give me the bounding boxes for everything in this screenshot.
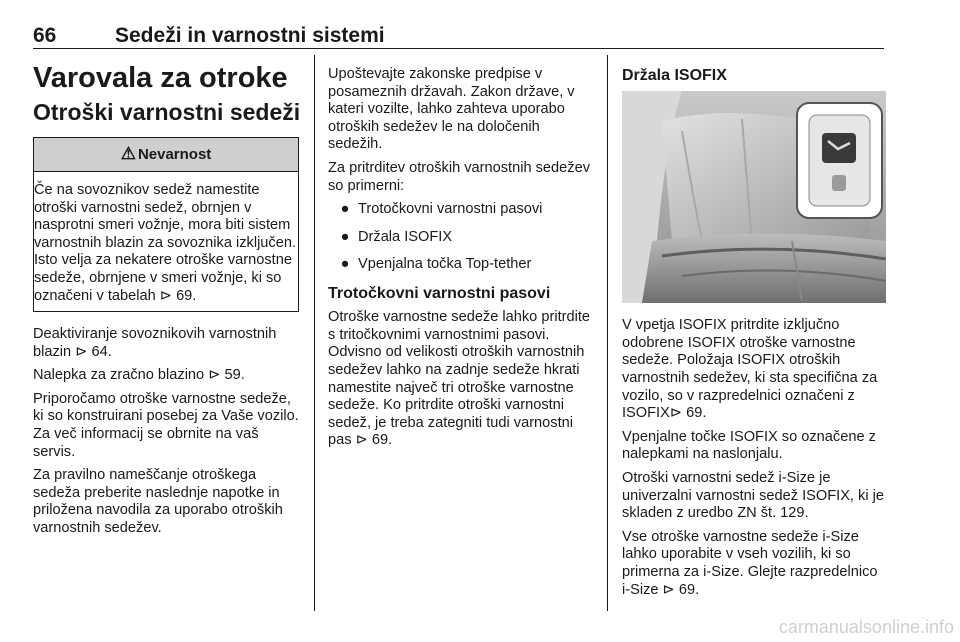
running-header — [33, 22, 884, 49]
page-reference[interactable]: 69. — [371, 432, 393, 449]
subsection-heading: Trotočkovni varnostni pasovi — [328, 284, 551, 302]
paragraph: Otroški varnostni sedež i-Size je univerzalni varnostni sedež ISOFIX, ki je skladen z uredbo ZN št. 129. — [622, 469, 884, 522]
column-divider — [314, 55, 315, 611]
arrow-reference-icon: ⊳ — [669, 405, 683, 422]
column-3 — [622, 66, 886, 605]
page-reference[interactable]: 64. — [91, 343, 112, 360]
subsection-heading: Držala ISOFIX — [622, 67, 727, 84]
column-divider — [607, 55, 608, 611]
warning-triangle-icon: ⚠ — [120, 144, 136, 164]
subsection-heading: Otroški varnostni sedeži — [33, 99, 301, 126]
paragraph: Upoštevajte zakonske predpise v posameznih državah. Zakon države, v kateri vozilte, lahko zahteva uporabo otroških sedežev le na določenih sedežih. — [328, 66, 575, 153]
paragraph: Priporočamo otroške varnostne sedeže, ki so konstruirani posebej za Vaše vozilo. Za več informacij se obrnite na vaš servis. — [33, 390, 299, 460]
list-item: ● Držala ISOFIX — [328, 229, 590, 247]
arrow-reference-icon: ⊳ — [355, 432, 368, 449]
section-heading: Varovala za otroke — [33, 62, 288, 94]
paragraph: V vpetja ISOFIX pritrdite izključno odobrene ISOFIX otroške varnostne sedeže. Položaja ISOFIX otroških varnostnih sedežev, ki sta specifična za vozilo, so v razpredelnici označeni z ISOFIX⊳ 69. — [622, 317, 878, 422]
arrow-reference-icon: ⊳ — [662, 581, 675, 598]
page-number: 66 — [33, 24, 57, 47]
list-item: ● Trotočkovni varnostni pasovi — [328, 201, 590, 219]
isofix-seat-photo — [622, 91, 886, 303]
arrow-reference-icon: ⊳ — [208, 367, 221, 384]
bullet-icon: ● — [340, 201, 350, 218]
bullet-icon: ● — [340, 228, 350, 245]
watermark: carmanualsonline.info — [778, 617, 954, 637]
paragraph: Za pritrditev otroških varnostnih sedežev so primerni: — [328, 159, 590, 194]
page-reference[interactable]: 69. — [678, 581, 700, 598]
page-reference[interactable]: 59. — [224, 367, 245, 384]
warning-box — [33, 137, 299, 312]
warning-text: Če na sovoznikov sedež namestite otroški varnostni sedež, obrnjen v nasprotni smeri vožnje, mora biti sistem varnostnih blazin za sovoznika izključen. Isto velja za nekatere otroške varnostne sedeže, obrnjene v smeri vožnje, ki so označeni v tabelah ⊳ 69. — [34, 181, 297, 304]
list-item: ● Vpenjalna točka Top-tether — [328, 256, 590, 274]
column-1 — [33, 62, 301, 544]
warning-title: Nevarnost — [137, 145, 212, 163]
page-reference[interactable]: 69. — [686, 405, 707, 422]
paragraph: Nalepka za zračno blazino ⊳ 59. — [33, 367, 245, 384]
warning-header — [34, 138, 298, 172]
running-title: Sedeži in varnostni sistemi — [115, 24, 385, 47]
bullet-icon: ● — [340, 256, 350, 273]
arrow-reference-icon: ⊳ — [75, 343, 88, 360]
arrow-reference-icon: ⊳ — [159, 287, 172, 304]
page-reference[interactable]: 69. — [176, 287, 197, 304]
paragraph: Deaktiviranje sovoznikovih varnostnih blazin ⊳ 64. — [33, 326, 277, 360]
paragraph: Vse otroške varnostne sedeže i-Size lahko uporabite v vseh vozilih, ki so primerna za i-Size. Glejte razpredelnico i-Size ⊳ 69. — [622, 528, 878, 598]
column-2 — [328, 66, 590, 456]
bullet-list — [328, 201, 590, 274]
paragraph: Za pravilno nameščanje otroškega sedeža preberite naslednje napotke in priložena navodila za uporabo otroških varnostnih sedežev. — [33, 467, 283, 537]
paragraph: Otroške varnostne sedeže lahko pritrdite s tritočkovnimi varnostnimi pasovi. Odvisno od velikosti otroških varnostnih sedežev lahko na zadnje sedeže hkrati namestite največ tri otroške varnostne sedeže. Ko pritrdite otroški varnostni sedež, je treba zategniti tudi varnostni pas ⊳ 69. — [328, 309, 591, 449]
paragraph: Vpenjalne točke ISOFIX so označene z nalepkami na naslonjalu. — [622, 428, 876, 463]
